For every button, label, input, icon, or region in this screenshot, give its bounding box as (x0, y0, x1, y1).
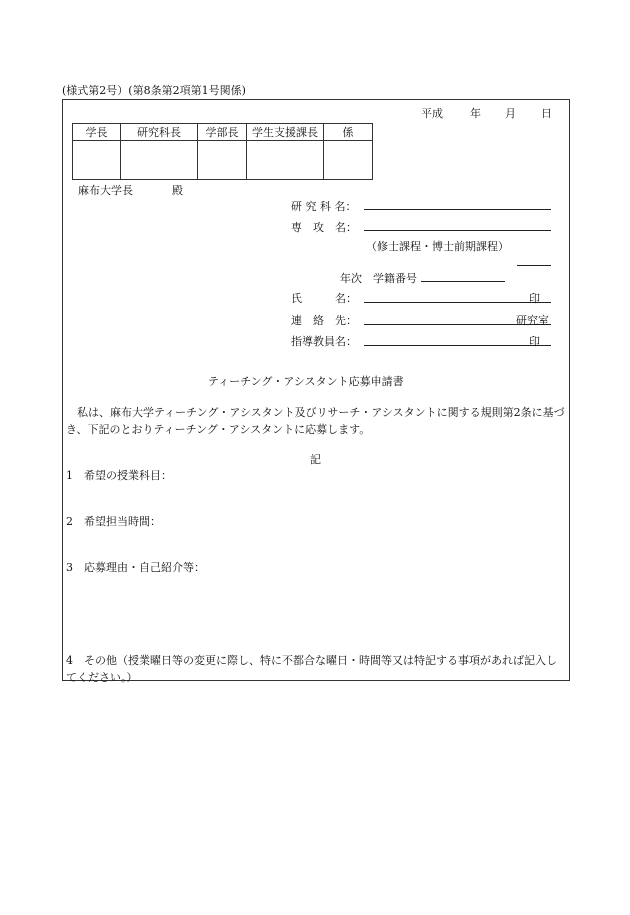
approval-header-staff: 係 (324, 124, 373, 141)
course-note: （修士課程・博士前期課程） (366, 240, 509, 253)
form-code: (様式第2号）(第8条第2項第1号関係) (62, 84, 246, 97)
form-frame (62, 99, 570, 681)
approval-header-dean-graduate: 研究科長 (121, 124, 198, 141)
approval-stamp-box[interactable] (324, 141, 373, 180)
year-field[interactable] (517, 265, 551, 266)
application-statement: 私は、麻布大学ティーチング・アシスタント及びリサーチ・アシスタントに関する規則第2条に基づき、下記のとおりティーチング・アシスタントに応募します。 (66, 406, 565, 436)
major-label: 専 攻 名： (291, 221, 357, 234)
date-month: 月 (505, 107, 516, 120)
name-label: 氏 名： (291, 292, 357, 305)
approval-table (72, 123, 373, 180)
advisor-stamp-mark: 印 (529, 335, 540, 348)
document-title: ティーチング・アシスタント応募申請書 (208, 375, 404, 388)
ki-mark: 記 (310, 453, 321, 466)
name-field[interactable] (364, 302, 551, 303)
item-other-notes: 4 その他（授業曜日等の変更に際し、特に不都合な曜日・時間等又は特記する事項があれば記入してください。） (66, 654, 557, 684)
advisor-field[interactable] (364, 345, 551, 346)
addressee-name: 麻布大学長 (78, 184, 133, 197)
graduate-school-label: 研 究 科 名： (291, 200, 357, 213)
student-id-label: 学籍番号 (373, 272, 417, 285)
approval-stamp-box[interactable] (73, 141, 121, 180)
approval-stamp-box[interactable] (247, 141, 324, 180)
addressee-honorific: 殿 (172, 184, 183, 197)
graduate-school-field[interactable] (364, 209, 551, 210)
approval-stamp-box[interactable] (198, 141, 247, 180)
item-desired-course: 1 希望の授業科目： (66, 469, 172, 482)
contact-suffix: 研究室 (516, 314, 549, 327)
date-day: 日 (541, 107, 552, 120)
major-field[interactable] (364, 230, 551, 231)
approval-header-president: 学長 (73, 124, 121, 141)
date-year: 年 (470, 107, 481, 120)
contact-label: 連 絡 先： (291, 314, 357, 327)
approval-header-student-support: 学生支援課長 (247, 124, 324, 141)
item-reason-self-intro: 3 応募理由・自己紹介等： (66, 561, 205, 574)
name-stamp-mark: 印 (529, 292, 540, 305)
date-era: 平成 (421, 107, 443, 120)
year-label: 年次 (340, 272, 362, 285)
item-desired-hours: 2 希望担当時間： (66, 515, 161, 528)
student-id-field[interactable] (421, 281, 505, 282)
approval-stamp-box[interactable] (121, 141, 198, 180)
approval-header-dean-faculty: 学部長 (198, 124, 247, 141)
advisor-label: 指導教員名： (291, 335, 357, 348)
